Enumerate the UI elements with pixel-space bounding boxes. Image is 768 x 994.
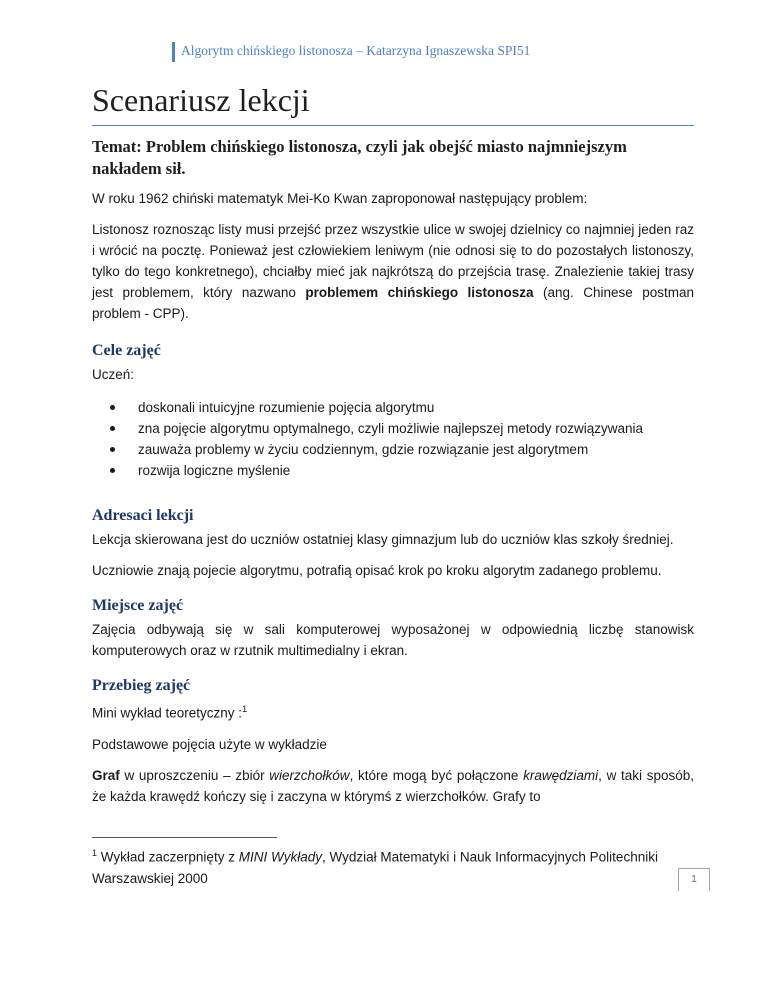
running-header: Algorytm chińskiego listonosza – Katarzyna Ignaszewska SPI51: [181, 43, 531, 58]
bullet-icon: [110, 447, 115, 452]
goals-heading: Cele zajęć: [92, 342, 161, 359]
problem-text-before: Listonosz roznosząc listy musi przejść przez wszystkie ulice w swojej dzielnicy co najmniej jeden raz i wrócić na pocztę. Ponieważ jest człowiekiem leniwym (nie odnosi się to do pozostałych listonoszy, tylko do tego konkretnego), chciałby mieć jak najkrótszą do przejścia trasę. Znalezienie takiej trasy jest problemem, który nazwano: [92, 222, 694, 300]
audience-paragraph-1: Lekcja skierowana jest do uczniów ostatniej klasy gimnazjum lub do uczniów klas szkoły średniej.: [92, 532, 674, 547]
place-heading: Miejsce zajęć: [92, 597, 184, 614]
footnote-separator: [92, 837, 277, 838]
lecture-line: Mini wykład teoretyczny :$^1$: [92, 704, 248, 721]
bullet-icon: [110, 405, 115, 410]
footnote-ref[interactable]: 1: [242, 704, 248, 714]
intro-paragraph: W roku 1962 chiński matematyk Mei-Ko Kwan zaproponował następujący problem:: [92, 191, 588, 206]
goal-item: rozwija logiczne myślenie: [92, 460, 694, 481]
problem-text-after: (ang. Chinese postman problem - CPP).: [92, 285, 694, 321]
lesson-topic: Temat: Problem chińskiego listonosza, czyli jak obejść miasto najmniejszym nakładem sił.: [92, 137, 627, 178]
page-number: 1: [678, 868, 710, 891]
goals-list: [92, 397, 694, 481]
page-title: Scenariusz lekcji: [92, 82, 310, 118]
header-accent-bar: [172, 42, 175, 62]
document-body: [92, 136, 694, 817]
place-paragraph: Zajęcia odbywają się w sali komputerowej wyposażonej w odpowiednią liczbę stanowisk komputerowych oraz w rzutnik multimedialny i ekran.: [92, 622, 694, 658]
concepts-line: Podstawowe pojęcia użyte w wykładzie: [92, 736, 327, 752]
goal-item: zna pojęcie algorytmu optymalnego, czyli możliwie najlepszej metody rozwiązywania: [92, 418, 694, 439]
footnote: $^1$ Wykład zaczerpnięty z MINI Wykłady, Wydział Matematyki i Nauk Informacyjnych Politechniki Warszawskiej 2000: [92, 848, 658, 886]
bullet-icon: [110, 468, 115, 473]
audience-heading: Adresaci lekcji: [92, 507, 194, 524]
problem-term: problemem chińskiego listonosza: [305, 285, 534, 300]
graph-definition: Graf w uproszczeniu – zbiór wierzchołków, które mogą być połączone krawędziami, w taki sposób, że każda krawędź kończy się i zaczyna w którymś z wierzchołków. Grafy to: [92, 767, 695, 804]
bullet-icon: [110, 426, 115, 431]
title-rule: [92, 125, 694, 126]
goal-item: doskonali intuicyjne rozumienie pojęcia algorytmu: [92, 397, 694, 418]
course-heading: Przebieg zajęć: [92, 677, 191, 694]
goals-label: Uczeń:: [92, 367, 135, 382]
audience-paragraph-2: Uczniowie znają pojecie algorytmu, potrafią opisać krok po kroku algorytm zadanego problemu.: [92, 563, 662, 578]
goal-item: zauważa problemy w życiu codziennym, gdzie rozwiązanie jest algorytmem: [92, 439, 694, 460]
problem-paragraph: [92, 219, 694, 324]
